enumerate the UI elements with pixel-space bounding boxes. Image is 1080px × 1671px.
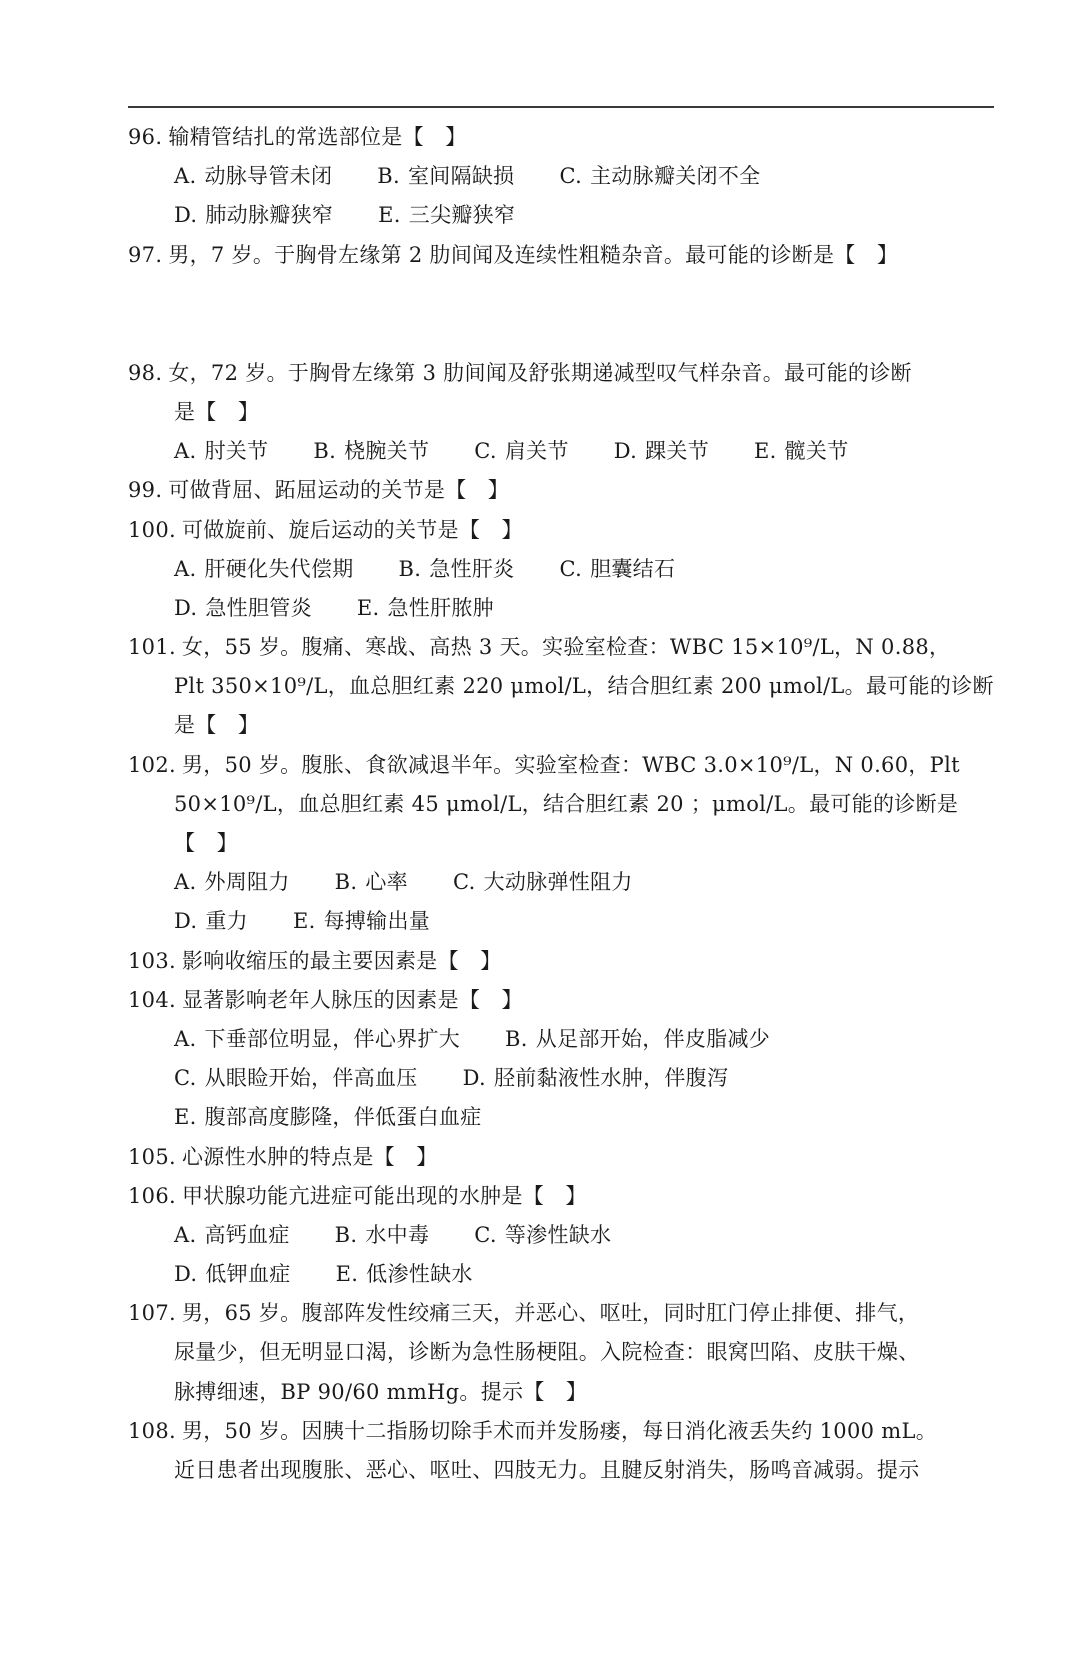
question-text: 显著影响老年人脉压的因素是【 】 (181, 987, 523, 1012)
question-100 (128, 511, 998, 550)
option-a: A. 肝硬化失代偿期 (174, 556, 354, 581)
options-row (128, 432, 998, 471)
option-b: B. 室间隔缺损 (377, 164, 515, 189)
question-number: 100. (128, 517, 176, 542)
question-text-continued: 是【 】 (174, 399, 260, 424)
question-text: 甲状腺功能亢进症可能出现的水肿是【 】 (181, 1183, 587, 1208)
question-105 (128, 1138, 998, 1177)
question-number: 96. (128, 125, 163, 149)
question-text: 影响收缩压的最主要因素是【 】 (181, 948, 502, 973)
option-e: E. 腹部高度膨隆，伴低蛋白血症 (174, 1105, 482, 1130)
option-d: D. 重力 (174, 909, 248, 934)
question-text-continued: 脉搏细速，BP 90/60 mmHg。提示【 】 (174, 1379, 588, 1404)
option-a: A. 肘关节 (174, 439, 269, 464)
question-number: 107. (128, 1301, 176, 1326)
option-e: E. 低渗性缺水 (335, 1262, 473, 1287)
header-rule (128, 106, 994, 108)
option-b: B. 从足部开始，伴皮脂减少 (505, 1026, 771, 1051)
question-text: 男，65 岁。腹部阵发性绞痛三天，并恶心、呕吐，同时肛门停止排便、排气， (181, 1301, 920, 1326)
blank-space (128, 275, 998, 354)
option-c: C. 大动脉弹性阻力 (452, 870, 633, 895)
question-text-continued: 50×10⁹/L，血总胆红素 45 μmol/L，结合胆红素 20 ；μmol/L。最可能的诊断是 (174, 791, 959, 816)
options-row (128, 589, 998, 628)
question-number: 97. (128, 242, 163, 267)
question-106 (128, 1177, 998, 1216)
option-a: A. 外周阻力 (174, 870, 290, 895)
options-row (128, 1255, 998, 1294)
options-row (128, 196, 998, 235)
question-number: 101. (128, 635, 176, 660)
question-103 (128, 942, 998, 981)
question-108 (128, 1412, 998, 1451)
options-row (128, 1059, 998, 1098)
question-text-continued: 【 】 (174, 831, 238, 855)
option-a: A. 动脉导管未闭 (174, 164, 333, 189)
options-row (128, 1098, 998, 1137)
options-row (128, 157, 998, 196)
question-text: 女，72 岁。于胸骨左缘第 3 肋间闻及舒张期递减型叹气样杂音。最可能的诊断 (168, 360, 912, 385)
option-a: A. 高钙血症 (174, 1222, 290, 1247)
option-d: D. 胫前黏液性水肿，伴腹泻 (462, 1066, 729, 1091)
option-d: D. 肺动脉瓣狭窄 (174, 203, 334, 228)
question-text: 女，55 岁。腹痛、寒战、高热 3 天。实验室检查：WBC 15×10⁹/L，N 0.88， (181, 635, 951, 660)
question-text: 输精管结扎的常选部位是【 】 (168, 125, 467, 149)
option-e: E. 髋关节 (754, 439, 849, 464)
exam-page (128, 118, 998, 1490)
option-a: A. 下垂部位明显，伴心界扩大 (174, 1026, 461, 1051)
option-d: D. 低钾血症 (174, 1262, 291, 1287)
options-row (128, 1216, 998, 1255)
options-row (128, 902, 998, 941)
option-e: E. 三尖瓣狭窄 (378, 203, 516, 228)
option-c: C. 等渗性缺水 (474, 1222, 612, 1247)
option-b: B. 桡腕关节 (313, 439, 430, 464)
question-number: 105. (128, 1144, 176, 1169)
question-number: 99. (128, 478, 163, 503)
question-text: 男，7 岁。于胸骨左缘第 2 肋间闻及连续性粗糙杂音。最可能的诊断是【 】 (168, 242, 899, 267)
question-number: 104. (128, 987, 176, 1012)
question-99 (128, 471, 998, 510)
option-d: D. 急性胆管炎 (174, 595, 312, 620)
question-text: 男，50 岁。因胰十二指肠切除手术而并发肠瘘，每日消化液丢失约 1000 mL。 (181, 1418, 938, 1443)
question-98 (128, 354, 998, 393)
question-number: 108. (128, 1418, 176, 1443)
question-97 (128, 236, 998, 275)
option-e: E. 每搏输出量 (292, 909, 431, 934)
option-c: C. 胆囊结石 (559, 556, 676, 581)
question-text: 心源性水肿的特点是【 】 (181, 1144, 438, 1169)
question-text-continued: 是【 】 (174, 713, 260, 738)
question-text-continued: 尿量少，但无明显口渴，诊断为急性肠梗阻。入院检查：眼窝凹陷、皮肤干燥、 (174, 1340, 920, 1365)
question-96 (128, 118, 998, 157)
option-c: C. 从眼睑开始，伴高血压 (174, 1066, 418, 1091)
option-b: B. 急性肝炎 (398, 556, 515, 581)
question-text-continued: 近日患者出现腹胀、恶心、呕吐、四肢无力。且腱反射消失，肠鸣音减弱。提示 (174, 1458, 920, 1482)
option-b: B. 水中毒 (334, 1222, 430, 1247)
question-102 (128, 746, 998, 785)
question-number: 103. (128, 948, 176, 973)
question-101 (128, 628, 998, 667)
option-c: C. 肩关节 (474, 439, 569, 464)
option-b: B. 心率 (334, 870, 408, 895)
option-d: D. 踝关节 (613, 439, 710, 464)
question-text: 男，50 岁。腹胀、食欲减退半年。实验室检查：WBC 3.0×10⁹/L，N 0.60，Plt (181, 752, 960, 777)
question-number: 106. (128, 1183, 176, 1208)
question-number: 102. (128, 752, 176, 777)
question-text: 可做旋前、旋后运动的关节是【 】 (181, 517, 523, 542)
question-number: 98. (128, 360, 163, 385)
question-107 (128, 1294, 998, 1333)
option-c: C. 主动脉瓣关闭不全 (559, 164, 761, 189)
options-row (128, 550, 998, 589)
question-text: 可做背屈、跖屈运动的关节是【 】 (168, 478, 510, 503)
question-104 (128, 981, 998, 1020)
option-e: E. 急性肝脓肿 (356, 595, 494, 620)
question-text-continued: Plt 350×10⁹/L，血总胆红素 220 μmol/L，结合胆红素 200 μmol/L。最可能的诊断 (174, 674, 994, 699)
options-row (128, 1020, 998, 1059)
options-row (128, 863, 998, 902)
